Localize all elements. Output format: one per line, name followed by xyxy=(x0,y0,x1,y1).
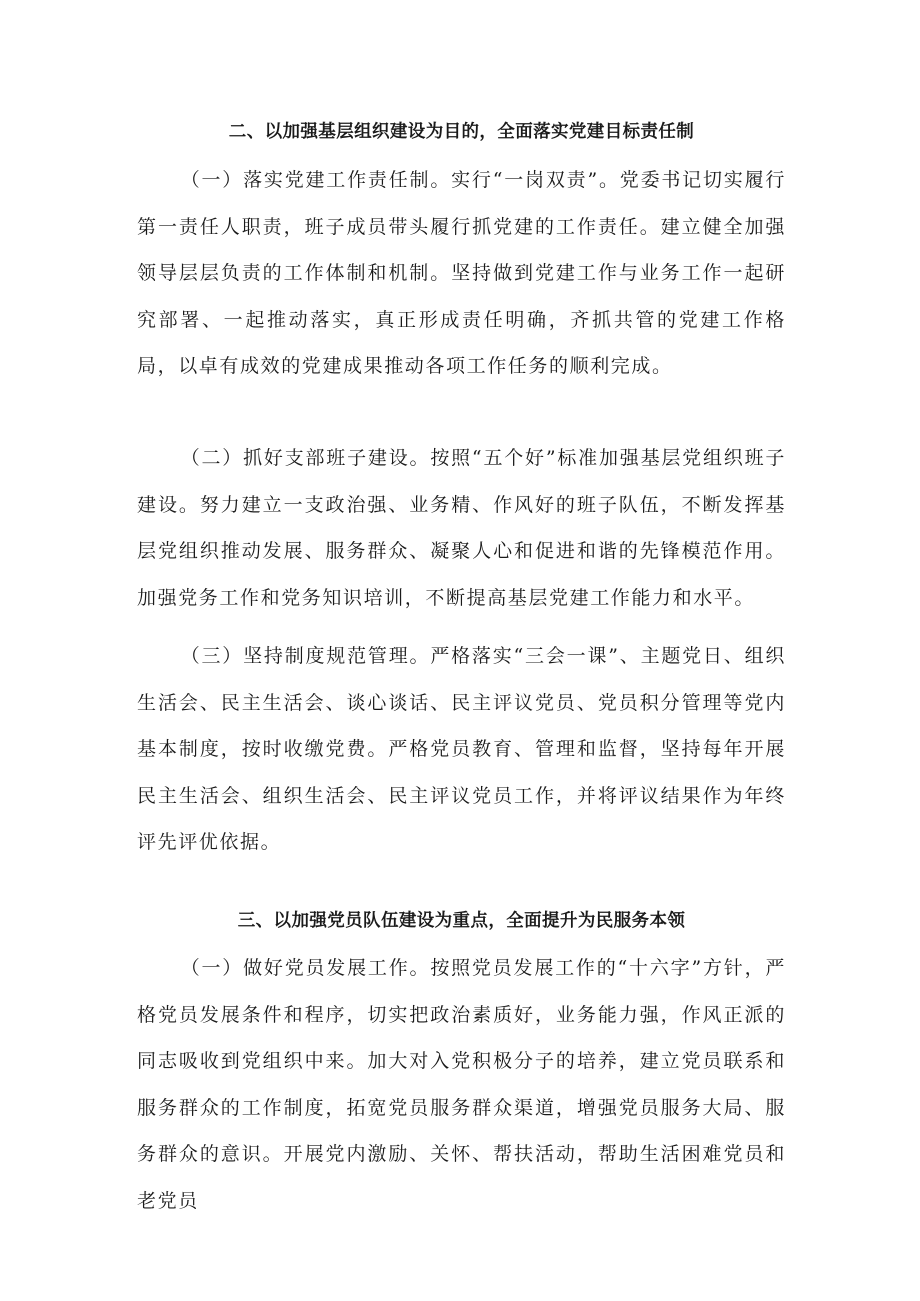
paragraph-3-1: （一）做好党员发展工作。按照党员发展工作的“十六字”方针，严格党员发展条件和程序，切实把政治素质好，业务能力强，作风正派的同志吸收到党组织中来。加大对入党积极分子的培养，建立党员联系和服务群众的工作制度，拓宽党员服务群众渠道，增强党员服务大局、服务群众的意识。开展党内激励、关怀、帮扶活动，帮助生活困难党员和老党员 xyxy=(137,957,786,1212)
section-heading-2: 二、以加强基层组织建设为目的，全面落实党建目标责任制 xyxy=(228,122,695,142)
paragraph-2-1: （一）落实党建工作责任制。实行“一岗双责”。党委书记切实履行第一责任人职责，班子成员带头履行抓党建的工作责任。建立健全加强领导层层负责的工作体制和机制。坚持做到党建工作与业务工作一起研究部署、一起推动落实，真正形成责任明确，齐抓共管的党建工作格局，以卓有成效的党建成果推动各项工作任务的顺利完成。 xyxy=(137,169,786,377)
section-heading-3: 三、以加强党员队伍建设为重点，全面提升为民服务本领 xyxy=(237,911,686,931)
paragraph-2-2: （二）抓好支部班子建设。按照“五个好”标准加强基层党组织班子建设。努力建立一支政治强、业务精、作风好的班子队伍，不断发挥基层党组织推动发展、服务群众、凝聚人心和促进和谐的先锋模范作用。加强党务工作和党务知识培训，不断提高基层党建工作能力和水平。 xyxy=(137,447,786,609)
paragraph-2-3: （三）坚持制度规范管理。严格落实“三会一课”、主题党日、组织生活会、民主生活会、谈心谈话、民主评议党员、党员积分管理等党内基本制度，按时收缴党费。严格党员教育、管理和监督，坚持每年开展民主生活会、组织生活会、民主评议党员工作，并将评议结果作为年终评先评优依据。 xyxy=(137,645,786,853)
